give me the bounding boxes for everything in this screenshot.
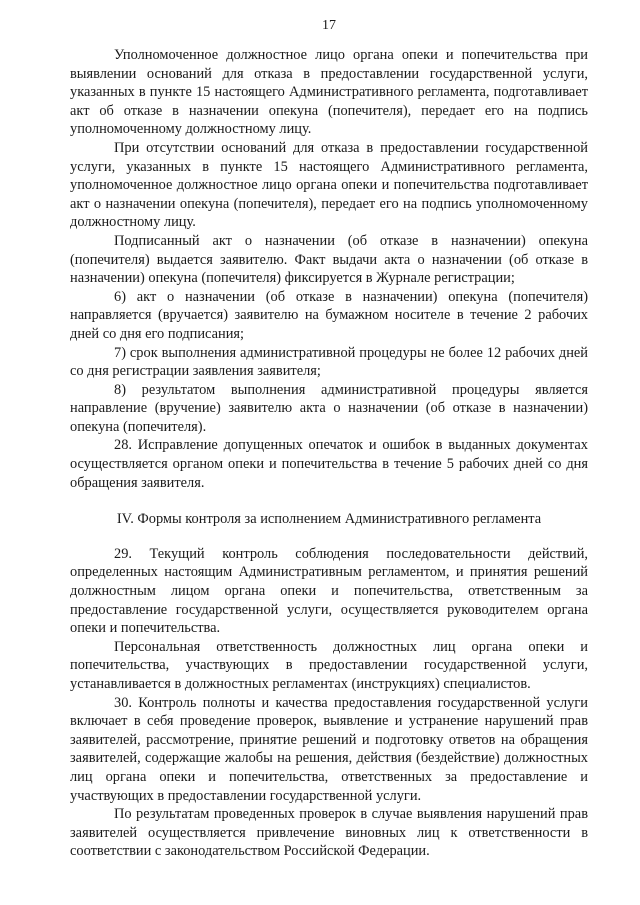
paragraph-act-issuance: Подписанный акт о назначении (об отказе в назначении) опекуна (попечителя) выдается заявителю. Факт выдачи акта о назначении (об отказе в назначении) опекуна (попечителя) фиксируется в Журнале регистрации; — [70, 232, 588, 287]
paragraph-item-8: 8) результатом выполнения административной процедуры является направление (вручение) заявителю акта о назначении (об отказе в назначении) опекуна (попечителя). — [70, 381, 588, 435]
paragraph-personal-responsibility: Персональная ответственность должностных лиц органа опеки и попечительства, участвующих в предоставлении государственной услуги, устанавливается в должностных регламентах (инструкциях) специалистов. — [70, 638, 588, 692]
paragraph-inspection-results: По результатам проведенных проверок в случае выявления нарушений прав заявителей осуществляется привлечение виновных лиц к ответственности в соответствии с законодательством Российской Федерации. — [70, 806, 588, 860]
paragraph-refusal-act: Уполномоченное должностное лицо органа опеки и попечительства при выявлении оснований для отказа в предоставлении государственной услуги, указанных в пункте 15 настоящего Административного регламента, подготавливает акт об отказе в назначении опекуна (попечителя), передает его на подпись уполномоченному должностному лицу. — [70, 47, 588, 138]
paragraph-item-6: 6) акт о назначении (об отказе в назначении) опекуна (попечителя) направляется (вручается) заявителю на бумажном носителе в течение 2 рабочих дней со дня его подписания; — [70, 288, 588, 342]
paragraph-appointment-act: При отсутствии оснований для отказа в предоставлении государственной услуги, указанных в пункте 15 настоящего Административного регламента, уполномоченное должностное лицо органа опеки и попечительства подготавливает акт о назначении опекуна (попечителя), передает его на подпись уполномоченному должностному лицу. — [70, 139, 588, 231]
document-page — [70, 18, 588, 861]
section-heading: IV. Формы контроля за исполнением Административного регламента — [116, 511, 542, 528]
page-number: 17 — [322, 18, 336, 33]
paragraph-item-7: 7) срок выполнения административной процедуры не более 12 рабочих дней со дня регистрации заявления заявителя; — [70, 344, 588, 380]
paragraph-30: 30. Контроль полноты и качества предоставления государственной услуги включает в себя проведение проверок, выявление и устранение нарушений прав заявителей, рассмотрение, принятие решений и подготовку ответов на обращения заявителей, содержащие жалобы на решения, действия (бездействие) должностных лиц органа опеки и попечительства, ответственных за предоставление и участвующих в предоставлении государственной услуги. — [70, 694, 588, 804]
paragraph-28: 28. Исправление допущенных опечаток и ошибок в выданных документах осуществляется органом опеки и попечительства в течение 5 рабочих дней со дня обращения заявителя. — [70, 437, 588, 491]
paragraph-29: 29. Текущий контроль соблюдения последовательности действий, определенных настоящим Административным регламентом, и принятия решений должностным лицом органа опеки и попечительства, ответственным за предоставление государственной услуги, осуществляется руководителем органа опеки и попечительства. — [70, 545, 588, 637]
